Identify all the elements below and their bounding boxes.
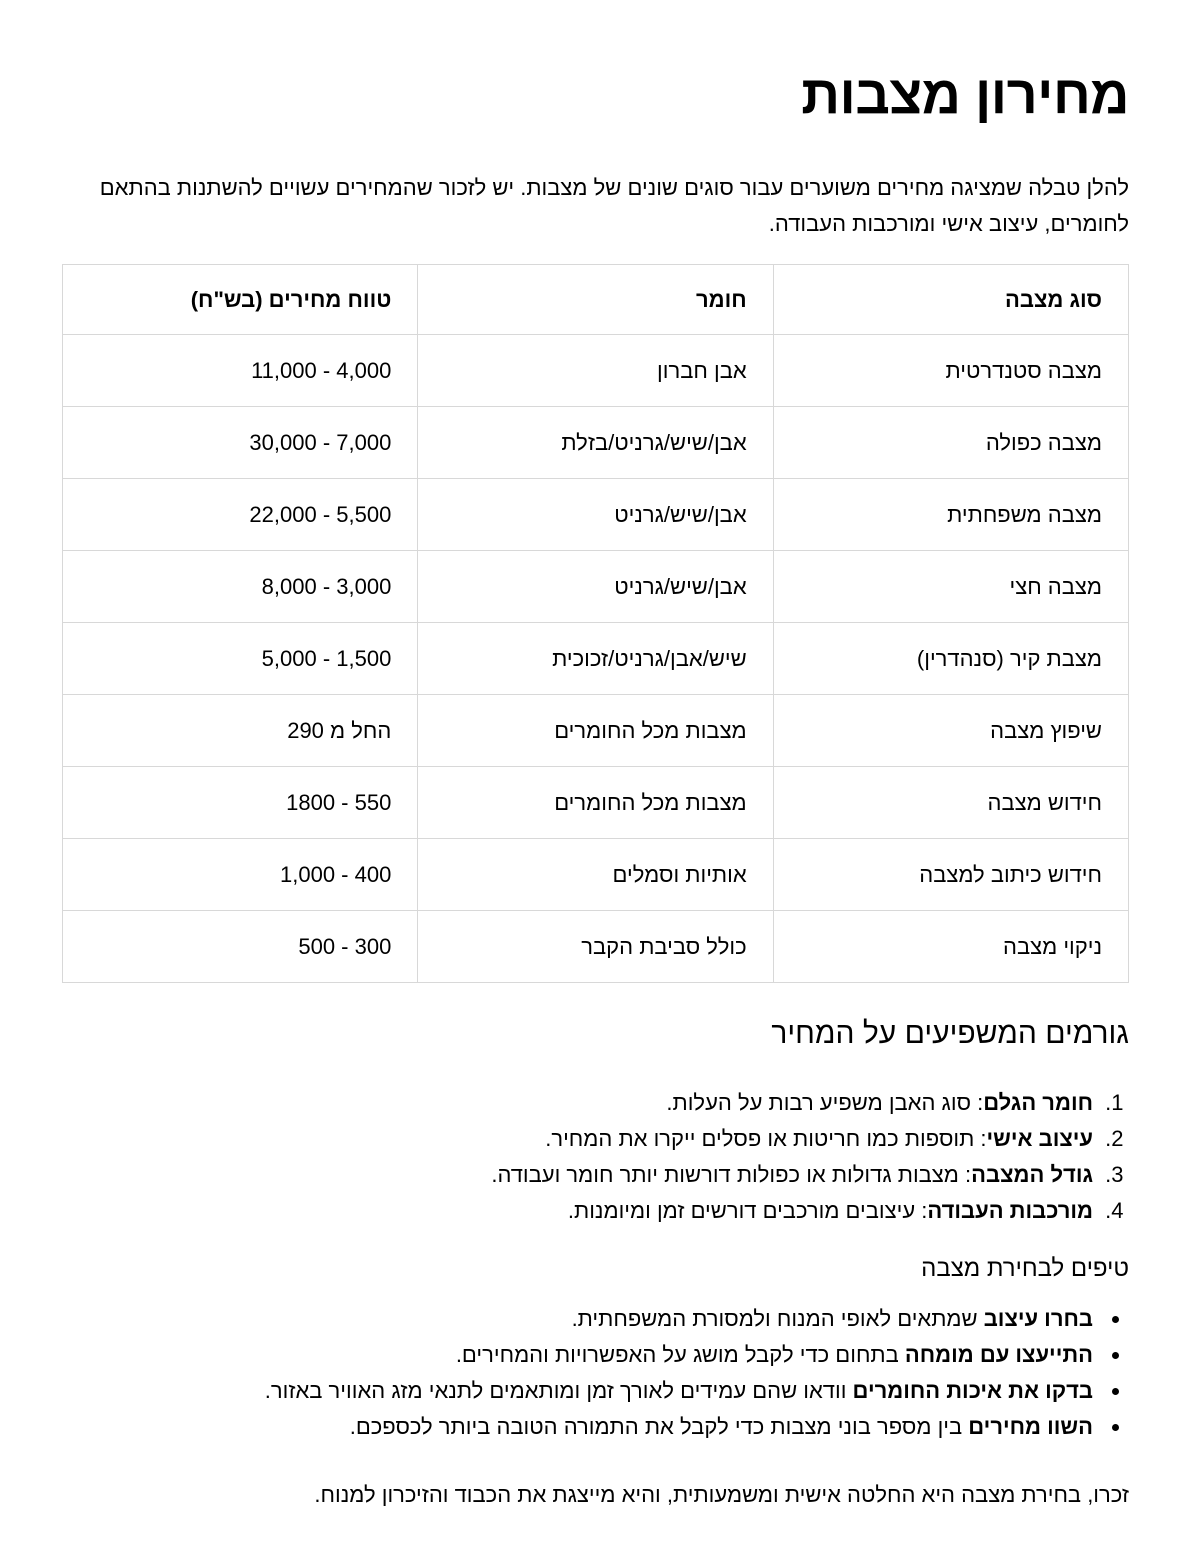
header-cell-type: סוג מצבה bbox=[773, 265, 1128, 335]
cell-material: מצבות מכל החומרים bbox=[418, 695, 773, 767]
table-row bbox=[63, 407, 1129, 479]
tip-term: התייעצו עם מומחה bbox=[904, 1342, 1093, 1367]
cell-material: אבן/שיש/גרניט bbox=[418, 479, 773, 551]
cell-price: 400 - 1,000 bbox=[63, 839, 418, 911]
cell-price: 300 - 500 bbox=[63, 911, 418, 983]
table-row bbox=[63, 911, 1129, 983]
tip-term: בחרו עיצוב bbox=[983, 1306, 1093, 1331]
cell-price: 7,000 - 30,000 bbox=[63, 407, 418, 479]
factor-term: חומר הגלם bbox=[983, 1090, 1093, 1115]
table-row bbox=[63, 623, 1129, 695]
cell-price: 1,500 - 5,000 bbox=[63, 623, 418, 695]
factor-item bbox=[62, 1193, 1099, 1229]
tips-list bbox=[62, 1301, 1129, 1445]
factor-term: גודל המצבה bbox=[971, 1162, 1093, 1187]
table-row bbox=[63, 479, 1129, 551]
cell-type: ניקוי מצבה bbox=[773, 911, 1128, 983]
cell-price: החל מ 290 bbox=[63, 695, 418, 767]
cell-type: מצבה משפחתית bbox=[773, 479, 1128, 551]
tip-text: בתחום כדי לקבל מושג על האפשרויות והמחירים. bbox=[455, 1342, 905, 1367]
cell-type: מצבת קיר (סנהדרין) bbox=[773, 623, 1128, 695]
header-row bbox=[63, 265, 1129, 335]
factor-term: מורכבות העבודה bbox=[927, 1198, 1093, 1223]
tip-term: בדקו את איכות החומרים bbox=[852, 1378, 1093, 1403]
table-row bbox=[63, 335, 1129, 407]
factor-text: : תוספות כמו חריטות או פסלים ייקרו את המחיר. bbox=[545, 1126, 987, 1151]
pricing-table bbox=[62, 264, 1129, 983]
cell-type: מצבה סטנדרטית bbox=[773, 335, 1128, 407]
cell-price: 4,000 - 11,000 bbox=[63, 335, 418, 407]
tip-item bbox=[62, 1301, 1099, 1337]
tip-text: שמתאים לאופי המנוח ולמסורת המשפחתית. bbox=[571, 1306, 984, 1331]
factor-text: : עיצובים מורכבים דורשים זמן ומיומנות. bbox=[567, 1198, 928, 1223]
cell-price: 550 - 1800 bbox=[63, 767, 418, 839]
tip-item bbox=[62, 1337, 1099, 1373]
factor-term: עיצוב אישי bbox=[986, 1126, 1093, 1151]
cell-type: חידוש כיתוב למצבה bbox=[773, 839, 1128, 911]
outro-paragraph: זכרו, בחירת מצבה היא החלטה אישית ומשמעותית, והיא מייצגת את הכבוד והזיכרון למנוח. bbox=[314, 1482, 1129, 1507]
page-title: מחירון מצבות bbox=[801, 65, 1129, 125]
cell-type: חידוש מצבה bbox=[773, 767, 1128, 839]
header-cell-material: חומר bbox=[418, 265, 773, 335]
cell-price: 3,000 - 8,000 bbox=[63, 551, 418, 623]
tip-text: בין מספר בוני מצבות כדי לקבל את התמורה הטובה ביותר לכספכם. bbox=[349, 1414, 969, 1439]
table-row bbox=[63, 551, 1129, 623]
cell-material: שיש/אבן/גרניט/זכוכית bbox=[418, 623, 773, 695]
cell-material: אבן/שיש/גרניט bbox=[418, 551, 773, 623]
factors-list bbox=[62, 1085, 1129, 1229]
cell-material: כולל סביבת הקבר bbox=[418, 911, 773, 983]
cell-type: שיפוץ מצבה bbox=[773, 695, 1128, 767]
factor-text: : מצבות גדולות או כפולות דורשות יותר חומר ועבודה. bbox=[491, 1162, 972, 1187]
pricing-table-head bbox=[63, 265, 1129, 335]
header-cell-price: טווח מחירים (בש"ח) bbox=[63, 265, 418, 335]
cell-type: מצבה חצי bbox=[773, 551, 1128, 623]
cell-material: מצבות מכל החומרים bbox=[418, 767, 773, 839]
cell-material: אותיות וסמלים bbox=[418, 839, 773, 911]
table-row bbox=[63, 767, 1129, 839]
cell-material: אבן חברון bbox=[418, 335, 773, 407]
pricing-table-body bbox=[63, 335, 1129, 983]
factor-item bbox=[62, 1085, 1099, 1121]
tip-text: וודאו שהם עמידים לאורך זמן ומותאמים לתנאי מזג האוויר באזור. bbox=[264, 1378, 853, 1403]
tip-item bbox=[62, 1409, 1099, 1445]
tip-term: השוו מחירים bbox=[968, 1414, 1093, 1439]
table-row bbox=[63, 839, 1129, 911]
factor-item bbox=[62, 1121, 1099, 1157]
factors-heading: גורמים המשפיעים על המחיר bbox=[771, 1017, 1129, 1050]
tip-item bbox=[62, 1373, 1099, 1409]
factor-text: : סוג האבן משפיע רבות על העלות. bbox=[666, 1090, 984, 1115]
cell-material: אבן/שיש/גרניט/בזלת bbox=[418, 407, 773, 479]
cell-type: מצבה כפולה bbox=[773, 407, 1128, 479]
table-row bbox=[63, 695, 1129, 767]
tips-heading: טיפים לבחירת מצבה bbox=[921, 1255, 1129, 1282]
cell-price: 5,500 - 22,000 bbox=[63, 479, 418, 551]
factor-item bbox=[62, 1157, 1099, 1193]
intro-paragraph: להלן טבלה שמציגה מחירים משוערים עבור סוגים שונים של מצבות. יש לזכור שהמחירים עשויים להשתנות בהתאם לחומרים, עיצוב אישי ומורכבות העבודה. bbox=[99, 175, 1129, 236]
